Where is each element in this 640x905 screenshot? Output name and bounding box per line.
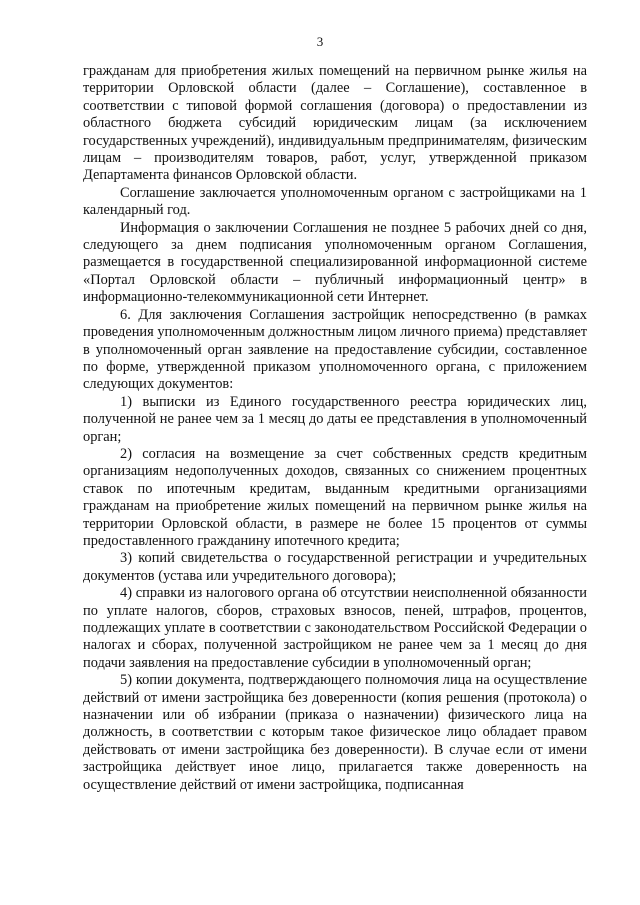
list-item-5: 5) копии документа, подтверждающего полномочия лица на осуществление действий от имени застройщика без доверенности (копия решения (протокола) о назначении или об избрании (приказа о назначении) физического лица на должность, в соответствии с которым такое физическое лицо обладает правом действовать от имени застройщика без доверенности). В случае если от имени застройщика действует иное лицо, прилагается также доверенность на осуществление действий от имени застройщика, подписанная bbox=[83, 672, 587, 793]
paragraph-item-6: 6. Для заключения Соглашения застройщик непосредственно (в рамках проведения уполномоченным должностным лицом личного приема) представляет в уполномоченный орган заявление на предоставление субсидии, составленное по форме, утвержденной приказом уполномоченного органа, с приложением следующих документов: bbox=[83, 306, 587, 393]
list-item-1: 1) выписки из Единого государственного реестра юридических лиц, полученной не ранее чем за 1 месяц до даты ее представления в уполномоченный орган; bbox=[83, 393, 587, 445]
list-item-3: 3) копий свидетельства о государственной регистрации и учредительных документов (устава или учредительного договора); bbox=[83, 550, 587, 584]
page-number: 3 bbox=[316, 34, 324, 49]
paragraph-continuation: гражданам для приобретения жилых помещений на первичном рынке жилья на территории Орловской области (далее – Соглашение), составленное в соответствии с типовой формой соглашения (договора) о предоставлении из областного бюджета субсидий юридическим лицам (за исключением государственных учреждений), индивидуальным предпринимателям, физическим лицам – производителям товаров, работ, услуг, утвержденной приказом Департамента финансов Орловской области. bbox=[83, 63, 587, 184]
paragraph-agreement-info: Информация о заключении Соглашения не позднее 5 рабочих дней со дня, следующего за днем подписания уполномоченным органом Соглашения, размещается в государственной специализированной информационной системе «Портал Орловской области – публичный информационный центр» в информационно-телекоммуникационной сети Интернет. bbox=[83, 219, 587, 306]
document-body bbox=[83, 63, 587, 794]
list-item-4: 4) справки из налогового органа об отсутствии неисполненной обязанности по уплате налогов, сборов, страховых взносов, пеней, штрафов, процентов, подлежащих уплате в соответствии с законодательством Российской Федерации о налогах и сборах, полученной застройщиком не ранее чем за 1 месяц до дня подачи заявления на предоставление субсидии в уполномоченный орган; bbox=[83, 585, 587, 671]
list-item-2: 2) согласия на возмещение за счет собственных средств кредитным организациям недополученных доходов, связанных со снижением процентных ставок по ипотечным кредитам, выданным кредитными организациями гражданам на приобретение жилых помещений на первичном рынке жилья на территории Орловской области, в размере не более 15 процентов от суммы предоставленного гражданину ипотечного кредита; bbox=[83, 445, 587, 549]
paragraph-agreement-term: Соглашение заключается уполномоченным органом с застройщиками на 1 календарный год. bbox=[83, 184, 587, 219]
